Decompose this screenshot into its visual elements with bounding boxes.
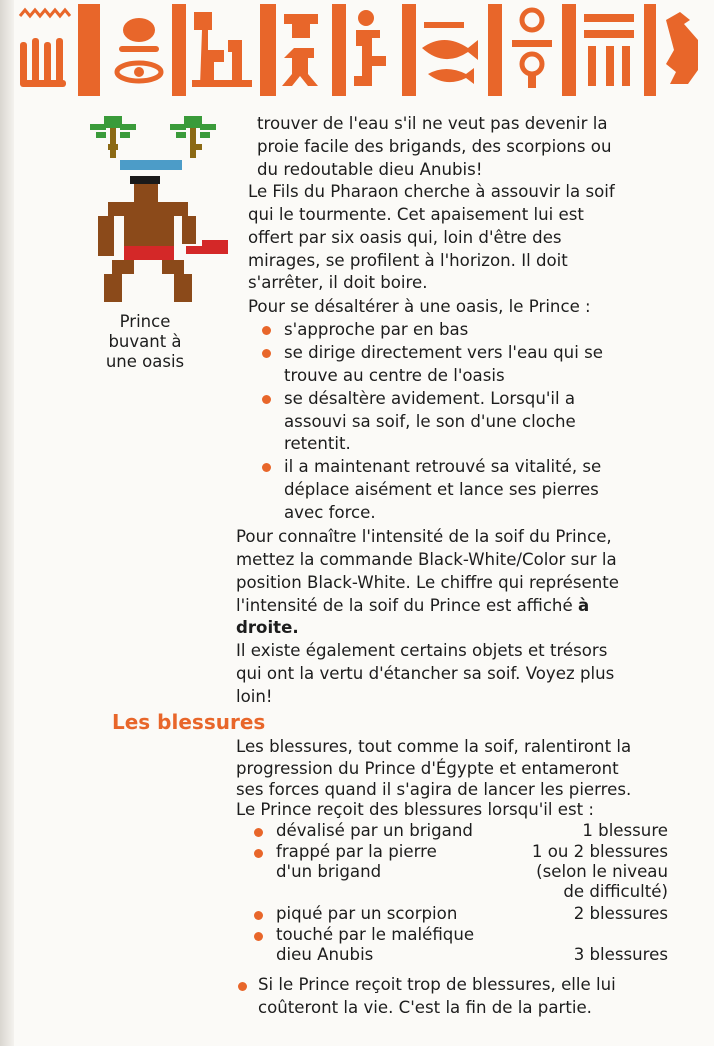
wound-count: 3 blessures bbox=[573, 945, 668, 964]
bullet-line: se désaltère avidement. Lorsqu'il a bbox=[284, 389, 576, 408]
palm-tree-icon bbox=[90, 116, 136, 158]
wound-cause: frappé par la pierre bbox=[276, 842, 437, 861]
bullet-line: retentit. bbox=[284, 434, 351, 453]
bullet-line: assouvi sa soif, le son d'une cloche bbox=[284, 412, 576, 431]
hieroglyph-banner bbox=[14, 0, 714, 100]
paragraph-line-with-bold bbox=[236, 595, 589, 618]
paragraph-line: Pour se désaltérer à une oasis, le Prince : bbox=[248, 297, 591, 316]
paragraph-line: s'arrêter, il doit boire. bbox=[248, 273, 428, 292]
bullet-line: il a maintenant retrouvé sa vitalité, se bbox=[284, 457, 602, 476]
bullet-dot bbox=[238, 982, 247, 991]
intro-line: trouver de l'eau s'il ne veut pas devenir la bbox=[257, 114, 608, 133]
bullet-line: s'approche par en bas bbox=[284, 320, 469, 339]
wound-cause: piqué par un scorpion bbox=[276, 904, 458, 923]
wound-cause: dieu Anubis bbox=[276, 945, 374, 964]
prince-drinking-illustration bbox=[90, 110, 240, 310]
bullet-dot bbox=[254, 932, 263, 941]
wound-cause: dévalisé par un brigand bbox=[276, 821, 473, 840]
bullet-line: Si le Prince reçoit trop de blessures, elle lui bbox=[258, 975, 616, 994]
paragraph-line: loin! bbox=[236, 687, 273, 706]
bullet-dot bbox=[254, 849, 263, 858]
paragraph-line: Il existe également certains objets et trésors bbox=[236, 641, 608, 660]
bullet-dot bbox=[254, 828, 263, 837]
caption-line: Prince bbox=[119, 312, 171, 331]
paragraph-line: Pour connaître l'intensité de la soif du Prince, bbox=[236, 527, 612, 546]
paragraph-line: mirages, se profilent à l'horizon. Il doit bbox=[248, 251, 568, 270]
bullet-line: déplace aisément et lance ses pierres bbox=[284, 480, 599, 499]
caption-line: une oasis bbox=[105, 352, 185, 371]
intro-line: proie facile des brigands, des scorpions ou bbox=[257, 137, 612, 156]
paragraph-line: mettez la commande Black-White/Color sur la bbox=[236, 550, 617, 569]
bold-text: droite. bbox=[236, 618, 299, 637]
paragraph-line: ses forces quand il s'agira de lancer les pierres. bbox=[236, 780, 632, 799]
bullet-dot bbox=[262, 395, 271, 404]
wound-count: 1 ou 2 blessures bbox=[531, 842, 668, 861]
wound-cause: touché par le maléfique bbox=[276, 925, 475, 944]
caption-line: buvant à bbox=[108, 332, 182, 351]
wound-count: 1 blessure bbox=[582, 821, 668, 840]
paragraph-line: qui le tourmente. Cet apaisement lui est bbox=[248, 205, 584, 224]
intro-line: du redoutable dieu Anubis! bbox=[257, 160, 483, 179]
paragraph-line: offert par six oasis qui, loin d'être des bbox=[248, 228, 562, 247]
bullet-line: se dirige directement vers l'eau qui se bbox=[284, 343, 603, 362]
wound-count: 2 blessures bbox=[573, 904, 668, 923]
bullet-line: coûteront la vie. C'est la fin de la partie. bbox=[258, 998, 592, 1017]
paragraph-line: position Black-White. Le chiffre qui représente bbox=[236, 573, 619, 592]
bullet-dot bbox=[262, 326, 271, 335]
paragraph-line: Le Prince reçoit des blessures lorsqu'il est : bbox=[236, 800, 595, 819]
bullet-dot bbox=[254, 911, 263, 920]
bold-text: à bbox=[577, 596, 590, 615]
paragraph-line: Les blessures, tout comme la soif, ralentiront la bbox=[236, 737, 632, 756]
palm-tree-icon bbox=[170, 116, 216, 158]
page-edge-shadow bbox=[0, 0, 14, 1046]
paragraph-line: qui ont la vertu d'étancher sa soif. Voyez plus bbox=[236, 664, 615, 683]
bullet-dot bbox=[262, 349, 271, 358]
oasis-water bbox=[120, 160, 182, 170]
paragraph-line: progression du Prince d'Égypte et entameront bbox=[236, 759, 619, 778]
paragraph-line: Le Fils du Pharaon cherche à assouvir la soif bbox=[248, 182, 615, 201]
bullet-dot bbox=[262, 463, 271, 472]
section-heading: Les blessures bbox=[112, 710, 266, 734]
paragraph-text: l'intensité de la soif du Prince est affiché bbox=[236, 596, 573, 615]
illustration-caption bbox=[82, 312, 208, 372]
wound-count: de difficulté) bbox=[563, 882, 668, 901]
bullet-line: avec force. bbox=[284, 503, 376, 522]
wound-count: (selon le niveau bbox=[536, 862, 668, 881]
wound-cause: d'un brigand bbox=[276, 862, 382, 881]
bullet-line: trouve au centre de l'oasis bbox=[284, 366, 505, 385]
